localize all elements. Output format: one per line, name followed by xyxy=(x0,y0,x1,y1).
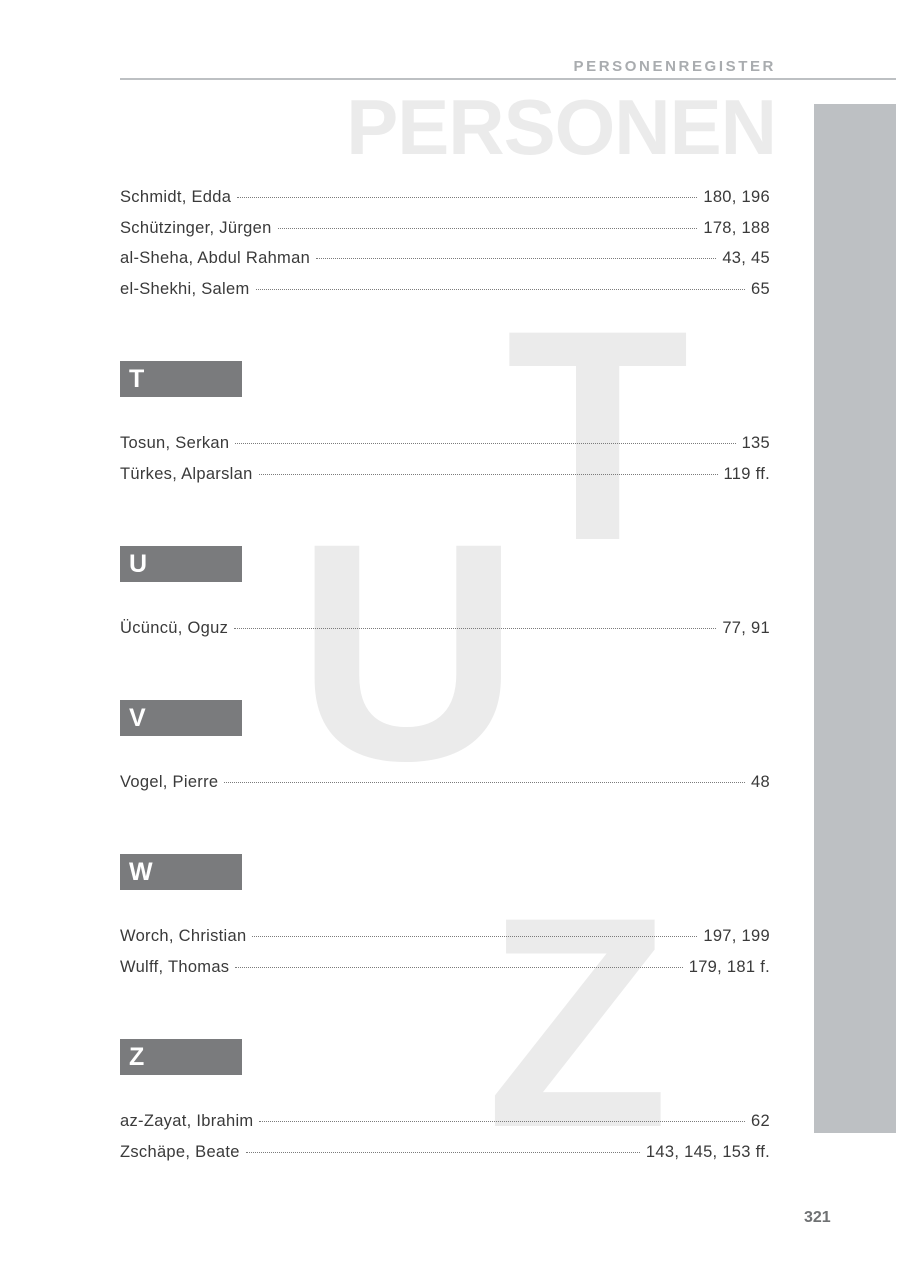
entry-name: Ücüncü, Oguz xyxy=(120,619,229,637)
entry-name: Schmidt, Edda xyxy=(120,188,232,206)
entry-name: az-Zayat, Ibrahim xyxy=(120,1112,254,1130)
entry-name: Worch, Christian xyxy=(120,927,247,945)
entry-name: Tosun, Serkan xyxy=(120,434,230,452)
entry-pages: 65 xyxy=(751,280,770,298)
running-head-title: PERSONENREGISTER xyxy=(573,58,776,75)
entry-pages: 179, 181 f. xyxy=(688,958,770,976)
dot-leader xyxy=(234,628,716,629)
entry-pages: 77, 91 xyxy=(722,619,770,637)
entry-name: Zschäpe, Beate xyxy=(120,1143,240,1161)
entry-name: Schützinger, Jürgen xyxy=(120,219,272,237)
entry-pages: 48 xyxy=(751,773,770,791)
watermark-letter-z: Z xyxy=(486,854,670,1190)
section-letter-t: T xyxy=(120,361,242,397)
index-entry xyxy=(120,434,770,456)
entry-pages: 180, 196 xyxy=(703,188,770,206)
dot-leader xyxy=(246,1152,640,1153)
entry-pages: 143, 145, 153 ff. xyxy=(645,1143,770,1161)
index-entry xyxy=(120,1112,770,1134)
entry-pages: 119 ff. xyxy=(723,465,770,483)
watermark-letter-u: U xyxy=(296,478,520,825)
dot-leader xyxy=(235,443,735,444)
entry-pages: 62 xyxy=(751,1112,770,1130)
side-thumb-bar xyxy=(814,104,896,1133)
index-entry xyxy=(120,249,770,271)
running-header xyxy=(120,58,896,80)
index-entry xyxy=(120,465,770,487)
entry-name: al-Sheha, Abdul Rahman xyxy=(120,249,311,267)
entry-pages: 43, 45 xyxy=(722,249,770,267)
dot-leader xyxy=(224,782,745,783)
watermark-letter-t: T xyxy=(506,267,690,603)
dot-leader xyxy=(259,1121,745,1122)
dot-leader xyxy=(235,967,682,968)
entry-name: Türkes, Alparslan xyxy=(120,465,253,483)
index-entry xyxy=(120,773,770,795)
entry-pages: 178, 188 xyxy=(703,219,770,237)
entry-name: el-Shekhi, Salem xyxy=(120,280,250,298)
entry-pages: 135 xyxy=(741,434,770,452)
index-entry xyxy=(120,619,770,641)
entry-pages: 197, 199 xyxy=(703,927,770,945)
dot-leader xyxy=(237,197,697,198)
section-letter-w: W xyxy=(120,854,242,890)
entry-name: Vogel, Pierre xyxy=(120,773,219,791)
page-title: PERSONEN xyxy=(346,83,776,171)
section-letter-v: V xyxy=(120,700,242,736)
index-entry xyxy=(120,1143,770,1165)
index-entry xyxy=(120,280,770,302)
index-entry xyxy=(120,219,770,241)
index-entry xyxy=(120,958,770,980)
section-letter-u: U xyxy=(120,546,242,582)
dot-leader xyxy=(256,289,746,290)
index-entry xyxy=(120,927,770,949)
entry-name: Wulff, Thomas xyxy=(120,958,230,976)
dot-leader xyxy=(252,936,697,937)
page-number: 321 xyxy=(804,1209,831,1226)
index-entry xyxy=(120,188,770,210)
dot-leader xyxy=(316,258,716,259)
dot-leader xyxy=(259,474,718,475)
section-letter-z: Z xyxy=(120,1039,242,1075)
dot-leader xyxy=(278,228,698,229)
